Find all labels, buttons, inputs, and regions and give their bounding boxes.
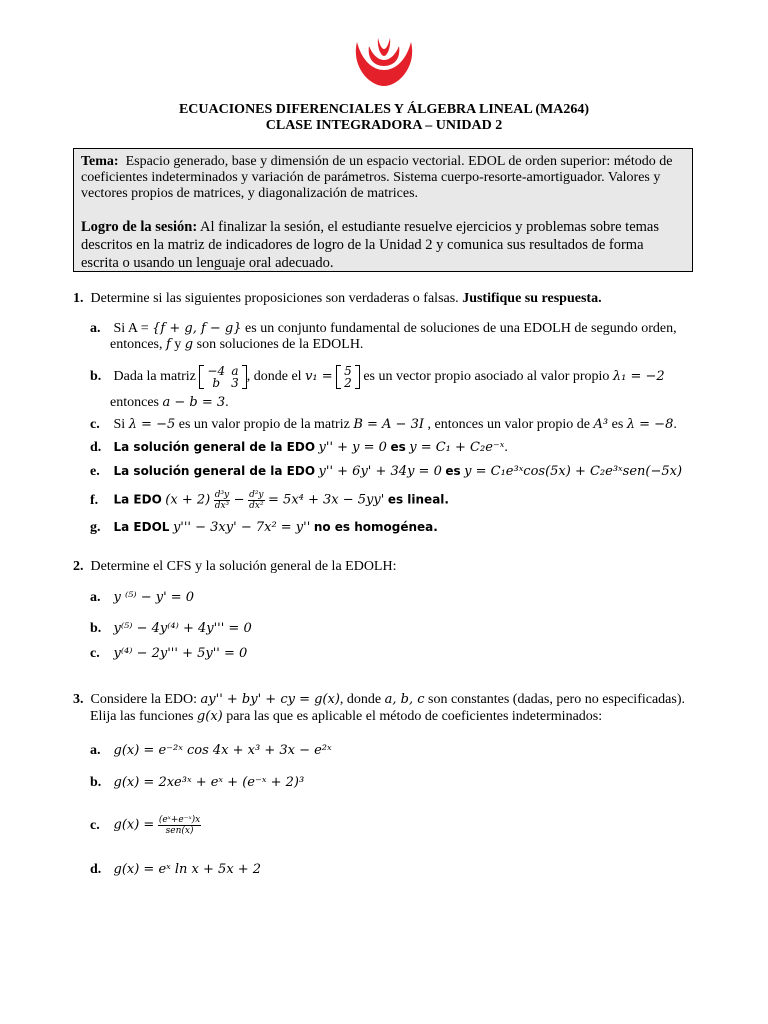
item-1f [90,490,449,511]
item-text: entonces [110,395,159,410]
question-number: 2. [73,559,84,574]
question-emphasis: Justifique su respuesta. [462,291,602,306]
item-2c [90,645,247,662]
item-text: es [611,417,624,432]
math-expression: {f + g, f − g} [152,321,242,336]
matrix-cell: 3 [231,376,239,390]
matrix-cell: −4 [207,364,226,378]
item-text: . [504,440,508,455]
question-3-cont [90,708,602,725]
math-expression: y'' + 6y' + 34y = 0 [318,464,442,479]
math-expression: g(x) [196,709,223,724]
item-label: a. [90,590,101,605]
tema-text: Espacio generado, base y dimensión de un espacio vectorial. EDOL de orden superior: método de coeficientes indeterminados y variación de parámetros. Sistema cuerpo-resorte-amortiguador. Valores y vectores propios de matrices, y diagonalización de matrices. [81,154,673,201]
matrix-cell: a [231,364,239,378]
question-text: Elija las funciones [90,709,194,724]
math-expression: y⁽⁴⁾ − 2y''' + 5y'' = 0 [113,646,248,661]
item-text: . [673,417,677,432]
item-1a [90,320,677,337]
question-text: para las que es aplicable el método de coeficientes indeterminados: [226,709,603,724]
item-3d [90,861,261,878]
question-number: 3. [73,692,84,707]
item-text: Si A = [113,321,149,336]
item-text: . [225,395,229,410]
item-1b-cont [110,394,229,411]
math-expression: (x + 2) [165,492,211,508]
math-expression: g(x) = e⁻²ˣ cos 4x + x³ + 3x − e²ˣ [113,743,332,758]
item-label: c. [90,646,100,661]
question-text: Considere la EDO: [90,692,198,707]
math-expression: λ = −5 [128,417,176,432]
question-text: Determine si las siguientes proposiciones son verdaderas o falsas. [90,291,459,306]
question-text: son constantes (dadas, pero no especificadas). [428,692,685,707]
fraction-numerator: d²y [249,490,264,500]
session-info-box [73,148,693,272]
question-number: 1. [73,291,84,306]
math-expression: y'' + y = 0 [318,440,387,455]
item-text: es un vector propio asociado al valor propio [363,369,610,385]
item-label: e. [90,464,100,479]
item-text: y [174,337,182,352]
item-2b [90,620,252,637]
vector-2x1 [336,365,360,389]
question-text: Determine el CFS y la solución general de la EDOLH: [90,559,397,574]
math-expression: y⁽⁵⁾ − 4y⁽⁴⁾ + 4y''' = 0 [113,621,252,636]
item-1a-cont [110,336,363,353]
math-expression: ay'' + by' + cy = g(x) [200,692,340,707]
item-text: es [390,440,406,454]
math-expression: y ⁽⁵⁾ − y' = 0 [113,590,195,605]
item-text: es un valor propio de la matriz [178,417,350,432]
math-expression: = 5x⁴ + 3x − 5yy' [268,492,385,508]
item-3b [90,774,304,791]
logro-paragraph [81,218,684,272]
math-expression: f [165,337,171,352]
item-1e [90,463,682,480]
item-label: a. [90,743,101,758]
math-expression: g(x) = [113,817,155,833]
item-text: Dada la matriz [113,369,196,385]
fraction-numerator: d³y [214,490,230,500]
vector-cell: 2 [344,376,352,390]
item-text: no es homogénea. [313,520,438,534]
item-text: son soluciones de la EDOLH. [196,337,364,352]
question-1 [73,290,602,307]
question-2 [73,558,396,575]
fraction-denominator: dx² [249,501,264,511]
item-3a [90,742,332,759]
math-expression: y = C₁e³ˣcos(5x) + C₂e³ˣsen(−5x) [464,464,683,479]
item-text: La EDOL [113,520,170,534]
document-title: ECUACIONES DIFERENCIALES Y ÁLGEBRA LINEAL (MA264) [178,102,590,117]
item-label: f. [90,492,99,508]
item-text: es [445,464,461,478]
fraction [248,490,264,511]
item-2a [90,589,194,606]
item-label: b. [90,369,102,385]
item-label: d. [90,440,102,455]
vector-cell: 5 [344,364,352,378]
math-expression: g [184,337,194,352]
upc-logo-icon [351,36,417,88]
math-expression: v₁ = [305,369,333,385]
math-expression: λ₁ = −2 [612,369,665,385]
math-expression: y = C₁ + C₂e⁻ˣ [409,440,505,455]
item-1c [90,416,677,433]
item-label: g. [90,520,101,535]
item-label: d. [90,862,102,877]
item-text: , donde el [246,369,302,385]
document-subtitle: CLASE INTEGRADORA – UNIDAD 2 [265,118,503,133]
fraction-denominator: sen(x) [165,826,194,836]
fraction [158,815,201,836]
logro-label: Logro de la sesión: [81,219,198,235]
math-expression: − [233,492,245,508]
item-label: a. [90,321,101,336]
item-label: c. [90,417,100,432]
item-label: b. [90,621,102,636]
tema-label: Tema: [81,154,119,169]
item-1d [90,439,508,456]
math-expression: y''' − 3xy' − 7x² = y'' [172,520,311,535]
matrix-2x2 [199,365,246,389]
fraction-numerator: (eˣ+e⁻ˣ)x [158,815,201,825]
math-expression: B = A − 3I [353,417,424,432]
fraction [214,490,230,511]
item-text: , entonces un valor propio de [427,417,590,432]
math-expression: g(x) = eˣ ln x + 5x + 2 [113,862,262,877]
tema-paragraph [81,154,684,202]
matrix-cell: b [212,376,221,390]
item-label: c. [90,817,100,833]
item-3c [90,815,201,836]
math-expression: A³ [593,417,609,432]
fraction-denominator: dx³ [214,501,230,511]
item-1g [90,519,438,536]
logro-text: Al finalizar la sesión, el estudiante resuelve ejercicios y problemas sobre temas descritos en la matriz de indicadores de logro de la Unidad 2 y comunica sus resultados de forma escrita o usando un lenguaje oral adecuado. [81,219,659,271]
item-text: La solución general de la EDO [113,440,316,454]
item-text: es un conjunto fundamental de soluciones de una EDOLH de segundo orden, [245,321,677,336]
math-expression: λ = −8 [626,417,674,432]
item-1b [90,365,665,389]
question-text: , donde [339,692,382,707]
math-expression: g(x) = 2xe³ˣ + eˣ + (e⁻ˣ + 2)³ [113,775,305,790]
item-label: b. [90,775,102,790]
item-text: Si [113,417,126,432]
item-text: es lineal. [387,492,449,507]
math-expression: a, b, c [384,692,425,707]
item-text: entonces, [110,337,163,352]
item-text: La EDO [113,492,162,507]
question-3 [73,691,685,708]
item-text: La solución general de la EDO [113,464,316,478]
math-expression: a − b = 3 [162,395,226,410]
